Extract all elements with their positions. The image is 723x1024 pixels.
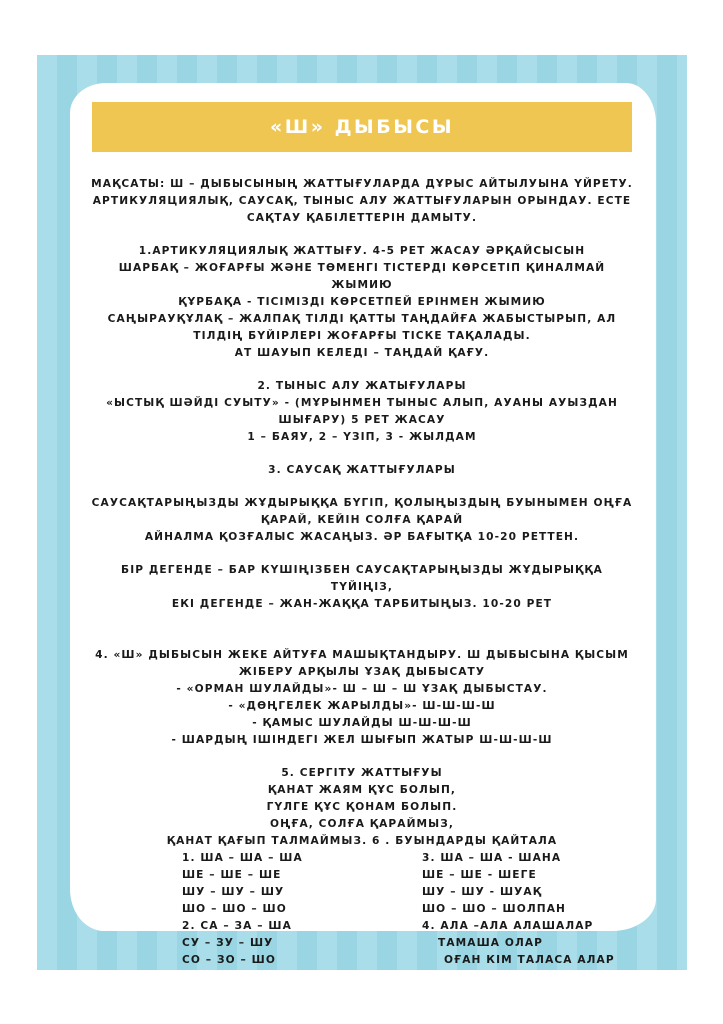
articulation-section xyxy=(90,243,634,362)
text-line: ШАРБАҚ – ЖОҒАРҒЫ ЖӘНЕ ТӨМЕНГІ ТІСТЕРДІ КӨРСЕТІП ҚИНАЛМАЙ ЖЫМИЮ xyxy=(118,262,606,291)
poem-line: ГҮЛГЕ ҚҰС ҚОНАМ БОЛЫП. xyxy=(266,801,458,813)
text-line: ЖІБЕРУ АРҚЫЛЫ ҰЗАҚ ДЫБЫСАТУ xyxy=(238,666,486,678)
syllable-line: СО – ЗО – ШО xyxy=(182,954,276,966)
syllable-line: ШЕ – ШЕ - ШЕГЕ xyxy=(422,869,537,881)
syllable-line: 1. ША – ША – ША xyxy=(182,852,303,864)
text-line: - «ОРМАН ШУЛАЙДЫ»- Ш – Ш – Ш ҰЗАҚ ДЫБЫСТАУ. xyxy=(176,683,548,695)
text-line: «ЫСТЫҚ ШӘЙДІ СУЫТУ» - (МҰРЫНМЕН ТЫНЫС АЛЫП, АУАНЫ АУЫЗДАН xyxy=(106,397,618,409)
syllable-line: ШУ – ШУ - ШУАҚ xyxy=(422,886,543,898)
section-heading: 4. «Ш» ДЫБЫСЫН ЖЕКЕ АЙТУҒА МАШЫҚТАНДЫРУ. Ш ДЫБЫСЫНА ҚЫСЫМ xyxy=(95,649,629,661)
section-heading: 1.АРТИКУЛЯЦИЯЛЫҚ ЖАТТЫҒУ. 4-5 РЕТ ЖАСАУ ӘРҚАЙСЫСЫН xyxy=(138,245,586,257)
syllable-line: 4. АЛА –АЛА АЛАШАЛАР xyxy=(422,920,594,932)
page-title: «Ш» ДЫБЫСЫ xyxy=(269,116,455,138)
text-line: САҢЫРАУҚҰЛАҚ – ЖАЛПАҚ ТІЛДІ ҚАТТЫ ТАҢДАЙҒА ЖАБЫСТЫРЫП, АЛ xyxy=(107,313,617,325)
text-line: - «ДӨҢГЕЛЕК ЖАРЫЛДЫ»- Ш-Ш-Ш-Ш xyxy=(228,700,496,712)
text-line: ТІЛДІҢ БҮЙІРЛЕРІ ЖОҒАРҒЫ ТІСКЕ ТАҚАЛАДЫ. xyxy=(193,330,531,342)
text-line: - ШАРДЫҢ ІШІНДЕГІ ЖЕЛ ШЫҒЫП ЖАТЫР Ш-Ш-Ш-Ш xyxy=(171,734,553,746)
text-line: 1 – БАЯУ, 2 – ҮЗІП, 3 - ЖЫЛДАМ xyxy=(247,431,477,443)
worksheet-content xyxy=(90,176,634,966)
poem-line: ОҢҒА, СОЛҒА ҚАРАЙМЫЗ, xyxy=(269,818,455,830)
text-line: АТ ШАУЫП КЕЛЕДІ – ТАҢДАЙ ҚАҒУ. xyxy=(234,347,490,359)
finger-section-b xyxy=(90,562,634,613)
warmup-section xyxy=(90,765,634,850)
text-line: БІР ДЕГЕНДЕ – БАР КҮШІҢІЗБЕН САУСАҚТАРЫҢЫЗДЫ ЖҰДЫРЫҚҚА ТҮЙІҢІЗ, xyxy=(121,564,603,593)
goal-block xyxy=(90,176,634,227)
text-line: ҚАРАЙ, КЕЙІН СОЛҒА ҚАРАЙ xyxy=(260,514,464,526)
section-heading: 3. САУСАҚ ЖАТТЫҒУЛАРЫ xyxy=(268,464,456,476)
syllable-line: ШУ – ШУ – ШУ xyxy=(182,886,285,898)
section-heading: 2. ТЫНЫС АЛУ ЖАТЫҒУЛАРЫ xyxy=(257,380,467,392)
text-line: АРТИКУЛЯЦИЯЛЫҚ, САУСАҚ, ТЫНЫС АЛУ ЖАТТЫҒУЛАРЫН ОРЫНДАУ. ЕСТЕ xyxy=(92,195,632,207)
text-line: ЕКІ ДЕГЕНДЕ – ЖАН-ЖАҚҚА ТАРБИТЫҢЫЗ. 10-20 РЕТ xyxy=(171,598,553,610)
text-line: ҚҰРБАҚА - ТІСІМІЗДІ КӨРСЕТПЕЙ ЕРІНМЕН ЖЫМИЮ xyxy=(178,296,546,308)
text-line: ШЫҒАРУ) 5 РЕТ ЖАСАУ xyxy=(278,414,446,426)
syllable-line: СУ – ЗУ – ШУ xyxy=(182,937,274,949)
syllable-line: ОҒАН КІМ ТАЛАСА АЛАР xyxy=(444,954,615,966)
syllable-line: 3. ША – ША - ШАНА xyxy=(422,852,562,864)
text-line: САҚТАУ ҚАБІЛЕТТЕРІН ДАМЫТУ. xyxy=(246,212,478,224)
text-line: АЙНАЛМА ҚОЗҒАЛЫС ЖАСАҢЫЗ. ӘР БАҒЫТҚА 10-20 РЕТТЕН. xyxy=(144,531,580,543)
text-line: МАҚСАТЫ: Ш – ДЫБЫСЫНЫҢ ЖАТТЫҒУЛАРДА ДҰРЫС АЙТЫЛУЫНА ҮЙРЕТУ. xyxy=(91,178,633,190)
text-line: - ҚАМЫС ШУЛАЙДЫ Ш-Ш-Ш-Ш xyxy=(252,717,472,729)
breathing-section xyxy=(90,378,634,446)
syllable-line: ШО – ШО – ШОЛПАН xyxy=(422,903,566,915)
syllable-columns xyxy=(90,850,634,966)
syllables-left-column xyxy=(182,850,303,969)
syllables-right-column xyxy=(422,850,615,969)
section-heading: 5. СЕРГІТУ ЖАТТЫҒУЫ xyxy=(281,767,443,779)
title-banner xyxy=(92,102,632,152)
poem-line: ҚАНАТ ЖАЯМ ҚҰС БОЛЫП, xyxy=(267,784,457,796)
syllable-line: ТАМАША ОЛАР xyxy=(438,937,544,949)
poem-line: ҚАНАТ ҚАҒЫП ТАЛМАЙМЫЗ. 6 . БУЫНДАРДЫ ҚАЙТАЛА xyxy=(166,835,558,847)
syllable-line: 2. СА – ЗА – ША xyxy=(182,920,292,932)
text-line: САУСАҚТАРЫҢЫЗДЫ ЖҰДЫРЫҚҚА БҮГІП, ҚОЛЫҢЫЗДЫҢ БУЫНЫМЕН ОҢҒА xyxy=(91,497,633,509)
finger-section-a xyxy=(90,495,634,546)
syllable-line: ШЕ – ШЕ – ШЕ xyxy=(182,869,282,881)
syllable-line: ШО – ШО – ШО xyxy=(182,903,287,915)
sound-section xyxy=(90,647,634,749)
